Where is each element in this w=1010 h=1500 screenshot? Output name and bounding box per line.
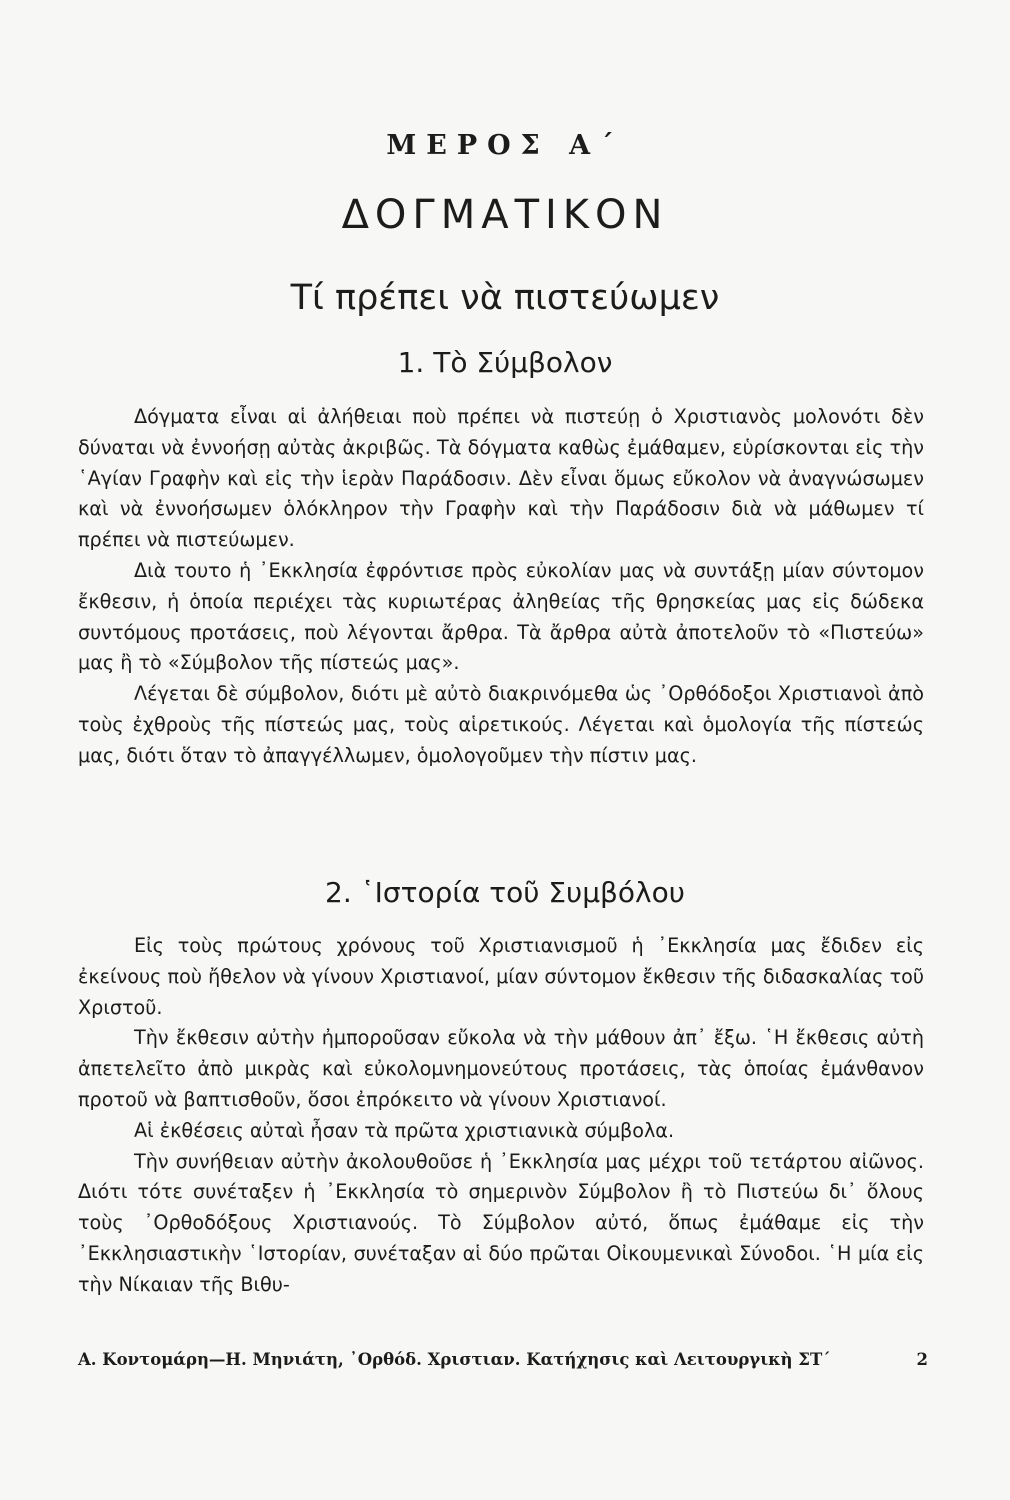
section-heading-2: 2. ῾Ιστορία τοῦ Συμβόλου <box>325 876 685 909</box>
section-1-body <box>78 402 924 772</box>
paragraph: Αἱ ἐκθέσεις αὐταὶ ἦσαν τὰ πρῶτα χριστιανικὰ σύμβολα. <box>134 1118 675 1142</box>
paragraph: Τὴν συνήθειαν αὐτὴν ἀκολουθοῦσε ἡ ᾿Εκκλησία μας μέχρι τοῦ τετάρτου αἰῶνος. Διότι τότε συνέταξεν ἡ ᾿Εκκλησία τὸ σημερινὸν Σύμβολον ἢ τὸ Πιστεύω δι᾿ ὅλους τοὺς ᾿Ορθοδόξους Χριστιανούς. Τὸ Σύμβολον αὐτό, ὅπως ἐμάθαμε εἰς τὴν ᾿Εκκλησιαστικὴν ῾Ιστορίαν, συνέταξαν αἱ δύο πρῶται Οἰκουμενικαὶ Σύνοδοι. ῾Η μία εἰς τὴν Νίκαιαν τῆς Βιθυ- <box>78 1149 924 1296</box>
chapter-subtitle: Τί πρέπει νὰ πιστεύωμεν <box>290 278 720 318</box>
paragraph: Δόγματα εἶναι αἱ ἀλήθειαι ποὺ πρέπει νὰ πιστεύῃ ὁ Χριστιανὸς μολονότι δὲν δύναται νὰ ἐννοήσῃ αὐτὰς ἀκριβῶς. Τὰ δόγματα καθὼς ἐμάθαμεν, εὑρίσκονται εἰς τὴν ῾Αγίαν Γραφὴν καὶ εἰς τὴν ἱερὰν Παράδοσιν. Δὲν εἶναι ὅμως εὔκολον νὰ ἀναγνώσωμεν καὶ νὰ ἐννοήσωμεν ὁλόκληρον τὴν Γραφὴν καὶ τὴν Παράδοσιν διὰ νὰ μάθωμεν τί πρέπει νὰ πιστεύωμεν. <box>78 405 924 552</box>
page-number: 2 <box>916 1350 928 1369</box>
paragraph: Εἰς τοὺς πρώτους χρόνους τοῦ Χριστιανισμοῦ ἡ ᾿Εκκλησία μας ἔδιδεν εἰς ἐκείνους ποὺ ἤθελον νὰ γίνουν Χριστιανοί, μίαν σύντομον ἔκθεσιν τῆς διδασκαλίας τοῦ Χριστοῦ. <box>78 934 924 1019</box>
part-heading: ΜΕΡΟΣ Α΄ <box>386 130 624 161</box>
paragraph: Τὴν ἔκθεσιν αὐτὴν ἠμποροῦσαν εὔκολα νὰ τὴν μάθουν ἀπ᾿ ἔξω. ῾Η ἔκθεσις αὐτὴ ἀπετελεῖτο ἀπὸ μικρὰς καὶ εὐκολομνημονεύτους προτάσεις, τὰς ὁποίας ἐμάνθανον προτοῦ νὰ βαπτισθοῦν, ὅσοι ἐπρόκειτο νὰ γίνουν Χριστιανοί. <box>78 1026 924 1111</box>
page-footer <box>78 1350 928 1369</box>
section-heading-1: 1. Τὸ Σύμβολον <box>397 346 613 379</box>
section-2-body <box>78 931 924 1301</box>
paragraph: Λέγεται δὲ σύμβολον, διότι μὲ αὐτὸ διακρινόμεθα ὡς ᾿Ορθόδοξοι Χριστιανοὶ ἀπὸ τοὺς ἐχθροὺς τῆς πίστεώς μας, τοὺς αἱρετικούς. Λέγεται καὶ ὁμολογία τῆς πίστεώς μας, διότι ὅταν τὸ ἀπαγγέλλωμεν, ὁμολογοῦμεν τὴν πίστιν μας. <box>78 682 924 767</box>
section-title: ΔΟΓΜΑΤΙΚΟΝ <box>341 192 669 238</box>
footer-citation: Α. Κοντομάρη—Η. Μηνιάτη, ᾿Ορθόδ. Χριστιαν. Κατήχησις καὶ Λειτουργικὴ ΣΤ΄ <box>78 1350 831 1369</box>
paragraph: Διὰ τουτο ἡ ᾿Εκκλησία ἐφρόντισε πρὸς εὐκολίαν μας νὰ συντάξῃ μίαν σύντομον ἔκθεσιν, ἡ ὁποία περιέχει τὰς κυριωτέρας ἀληθείας τῆς θρησκείας μας εἰς δώδεκα συντόμους προτάσεις, ποὺ λέγονται ἄρθρα. Τὰ ἄρθρα αὐτὰ ἀποτελοῦν τὸ «Πιστεύω» μας ἢ τὸ «Σύμβολον τῆς πίστεώς μας». <box>78 558 924 675</box>
